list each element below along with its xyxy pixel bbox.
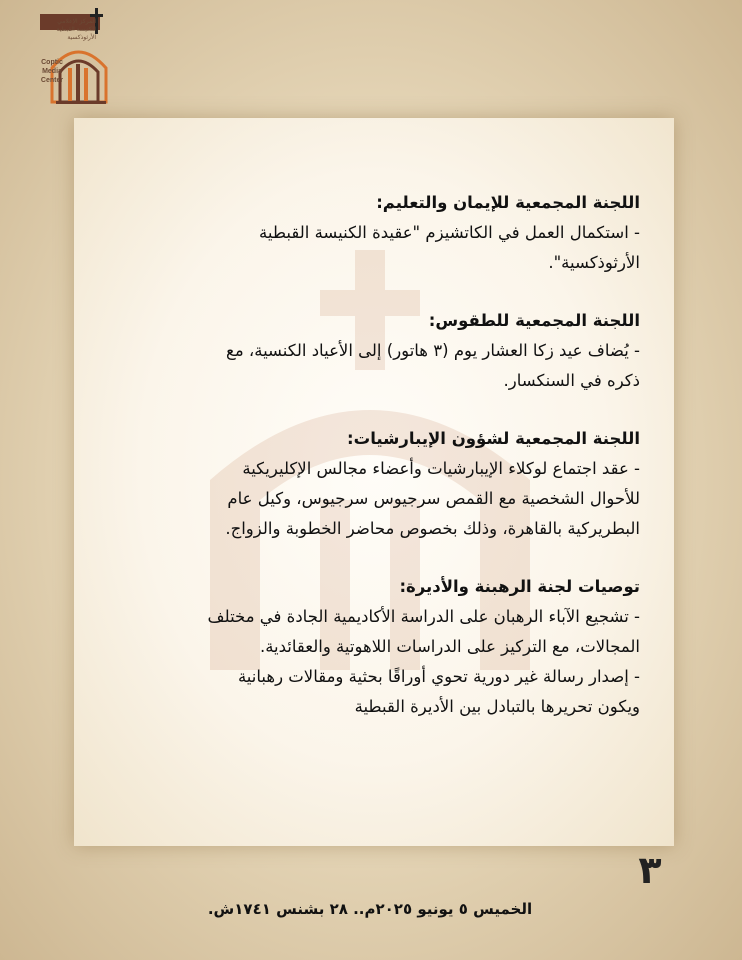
section-faith-education: [112, 188, 640, 278]
logo-line: Coptic: [41, 59, 63, 66]
section-line: ذكره في السنكسار.: [503, 371, 640, 390]
section-heading: توصيات لجنة الرهبنة والأديرة:: [399, 577, 640, 596]
section-line: - عقد اجتماع لوكلاء الإيبارشيات وأعضاء مجالس الإكليريكية: [242, 459, 640, 478]
section-line: المجالات، مع التركيز على الدراسات اللاهوتية والعقائدية.: [259, 637, 640, 656]
page-number: ٣: [638, 848, 662, 892]
section-line: البطريركية بالقاهرة، وذلك بخصوص محاضر الخطوبة والزواج.: [225, 519, 640, 538]
coptic-media-center-logo: [10, 6, 120, 106]
section-line: ويكون تحريرها بالتبادل بين الأديرة القبطية: [354, 697, 640, 716]
main-content: [112, 188, 640, 750]
section-line: - يُضاف عيد زكا العشار يوم (٣ هاتور) إلى الأعياد الكنسية، مع: [226, 341, 640, 360]
section-line: - تشجيع الآباء الرهبان على الدراسة الأكاديمية الجادة في مختلف: [207, 607, 640, 626]
logo-line: Media: [42, 68, 62, 75]
section-line: - إصدار رسالة غير دورية تحوي أوراقًا بحثية ومقالات رهبانية: [237, 667, 640, 686]
logo-english-text: [30, 58, 74, 85]
date-footer: الخميس ٥ يونيو ٢٠٢٥م.. ٢٨ بشنس ١٧٤١ش.: [207, 900, 533, 918]
section-dioceses: [112, 424, 640, 544]
logo-line: Center: [40, 77, 64, 84]
section-line: للأحوال الشخصية مع القمص سرجيوس سرجيوس، وكيل عام: [227, 489, 640, 508]
section-heading: اللجنة المجمعية لشؤون الإيبارشيات:: [347, 429, 640, 448]
section-line: - استكمال العمل في الكاتشيزم "عقيدة الكنيسة القبطية: [259, 223, 640, 242]
section-monasticism: [112, 572, 640, 722]
section-heading: اللجنة المجمعية للإيمان والتعليم:: [376, 193, 640, 212]
section-heading: اللجنة المجمعية للطقوس:: [428, 311, 640, 330]
logo-arabic-text: المركز الإعلامي للكنيسة القبطية الأرثوذكسية: [56, 18, 96, 41]
section-rites: [112, 306, 640, 396]
section-line: الأرثوذكسية".: [548, 253, 640, 272]
